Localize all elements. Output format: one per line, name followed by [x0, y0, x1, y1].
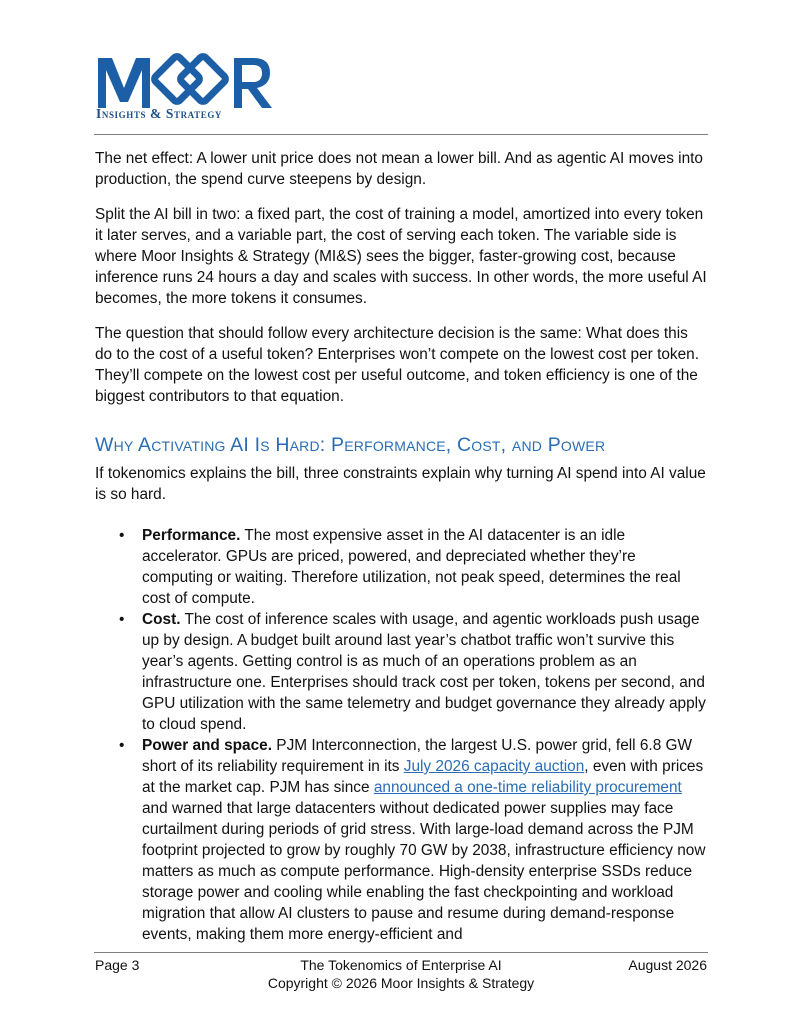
bullet-text: PJM Interconnection, the largest U.S. power grid, fell 6.8 GW short of its reliability requirement in its	[142, 737, 693, 775]
list-item-cost	[142, 609, 707, 735]
footer-title: The Tokenomics of Enterprise AI	[300, 957, 502, 973]
bullet-title: Power and space.	[142, 737, 273, 754]
bullet-text: The most expensive asset in the AI datacenter is an idle accelerator. GPUs are priced, powered, and depreciated whether they’re computing or waiting. Therefore utilization, not peak speed, determines the real cost of compute.	[142, 527, 681, 607]
bullet-text: The cost of inference scales with usage, and agentic workloads push usage up by design. A budget built around last year’s chatbot traffic won’t survive this year’s agents. Getting control is as much of an operations problem as an infrastructure one. Enterprises should track cost per token, tokens per second, and GPU utilization with the same telemetry and budget governance they already apply to cloud spend.	[142, 611, 706, 733]
bullet-title: Performance.	[142, 527, 241, 544]
paragraph-split-bill: Split the AI bill in two: a fixed part, the cost of training a model, amortized into every token it later serves, and a variable part, the cost of serving each token. The variable side is where Moor Insights & Strategy (MI&S) sees the bigger, faster-growing cost, because inference runs 24 hours a day and scales with success. In other words, the more useful AI becomes, the more tokens it consumes.	[95, 206, 707, 307]
list-item-performance	[142, 525, 707, 609]
paragraph-question: The question that should follow every architecture decision is the same: What does this do to the cost of a useful token? Enterprises won’t compete on the lowest cost per token. They’ll compete on the lowest cost per useful outcome, and token efficiency is one of the biggest contributors to that equation.	[95, 325, 699, 405]
footer-copyright: Copyright © 2026 Moor Insights & Strategy	[267, 975, 535, 991]
paragraph-net-effect: The net effect: A lower unit price does not mean a lower bill. And as agentic AI moves into production, the spend curve steepens by design.	[95, 150, 703, 188]
reliability-procurement-link[interactable]: announced a one-time reliability procurement	[373, 779, 682, 796]
section-intro: If tokenomics explains the bill, three constraints explain why turning AI spend into AI value is so hard.	[95, 465, 706, 503]
page-number: Page 3	[95, 957, 140, 973]
footer-date: August 2026	[628, 957, 707, 973]
capacity-auction-link[interactable]: July 2026 capacity auction	[403, 758, 585, 775]
bullet-title: Cost.	[142, 611, 181, 628]
bullet-text: , even with prices at the market cap. PJM has since	[142, 758, 704, 796]
section-heading: Why Activating AI Is Hard: Performance, Cost, and Power	[95, 434, 606, 456]
logo-subtitle: Insights & Strategy	[96, 106, 223, 121]
list-item-power	[142, 735, 707, 945]
bullet-text: and warned that large datacenters without dedicated power supplies may face curtailment during periods of grid stress. With large-load demand across the PJM footprint projected to grow by roughly 70 GW by 2038, infrastructure efficiency now matters as much as compute performance. High-density enterprise SSDs reduce storage power and cooling while enabling the fast checkpointing and workload migration that allow AI clusters to pause and resume during demand-response events, making them more energy-efficient and	[142, 800, 706, 943]
main-content	[95, 148, 707, 945]
page-footer	[95, 956, 707, 992]
header-divider	[94, 134, 708, 135]
footer-divider	[94, 952, 708, 953]
constraints-list	[95, 525, 707, 945]
